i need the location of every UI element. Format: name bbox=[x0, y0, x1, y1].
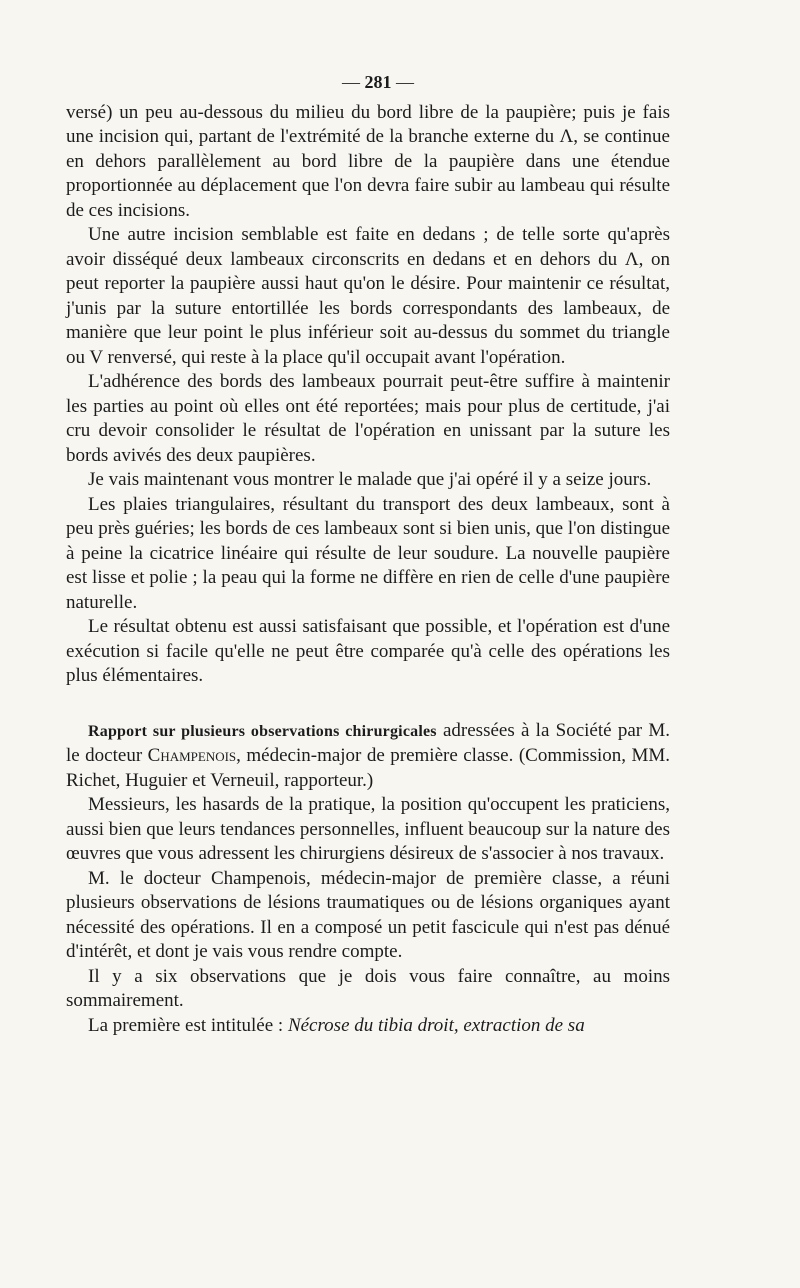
last-paragraph-lead: La première est intitulée : bbox=[88, 1014, 288, 1036]
page-number-value: 281 bbox=[364, 72, 392, 92]
last-paragraph-italic: Nécrose du tibia droit, extraction de sa bbox=[287, 1014, 585, 1036]
paragraph: Le résultat obtenu est aussi satisfaisant que possible, et l'opération est d'une exécution si facile qu'elle ne peut être comparée qu'à celle des opérations les plus élémentaires. bbox=[66, 616, 670, 686]
report-intro-b: , médecin-major de première classe. (Commission, MM. Richet, Huguier et Verneuil, rapporteur.) bbox=[66, 745, 670, 791]
report-title: Rapport sur plusieurs observations chirurgicales bbox=[88, 722, 437, 740]
report-author: Champenois bbox=[147, 745, 237, 766]
paragraph: Il y a six observations que je dois vous faire connaître, au moins sommairement. bbox=[66, 965, 670, 1011]
paragraph-last bbox=[66, 1014, 670, 1039]
paragraph: Je vais maintenant vous montrer le malade que j'ai opéré il y a seize jours. bbox=[88, 469, 652, 490]
paragraph: Une autre incision semblable est faite en dedans ; de telle sorte qu'après avoir disséqué deux lambeaux circonscrits en dedans et en dehors du Λ, on peut reporter la paupière aussi haut qu'on le désire. Pour maintenir ce résultat, j'unis par la suture entortillée les bords correspondants des lambeaux, de manière que leur point le plus inférieur soit au-dessus du sommet du triangle ou V renversé, qui reste à la place qu'il occupait avant l'opération. bbox=[66, 224, 670, 368]
paragraph: Messieurs, les hasards de la pratique, la position qu'occupent les praticiens, aussi bien que leurs tendances personnelles, influent beaucoup sur la nature des œuvres que vous adressent les chirurgiens désireux de s'associer à nos travaux. bbox=[66, 794, 670, 864]
paragraph: M. le docteur Champenois, médecin-major de première classe, a réuni plusieurs observations de lésions traumatiques ou de lésions organiques ayant nécessité des opérations. Il en a composé un petit fascicule qui n'est pas dénué d'intérêt, et dont je vais vous rendre compte. bbox=[66, 867, 670, 962]
section-gap bbox=[66, 689, 670, 719]
paragraph-continuation: versé) un peu au-dessous du milieu du bord libre de la paupière; puis je fais une incision qui, partant de l'extrémité de la branche externe du Λ, se continue en dehors parallèlement au bord libre de la paupière dans une étendue proportionnée au déplacement que l'on devra faire subir au lambeau qui résulte de ces incisions. bbox=[66, 101, 670, 221]
page-number-suffix: — bbox=[391, 72, 414, 92]
page-number-prefix: — bbox=[342, 72, 365, 92]
paragraph: L'adhérence des bords des lambeaux pourrait peut-être suffire à maintenir les parties au point où elles ont été reportées; mais pour plus de certitude, j'ai cru devoir consolider le résultat de l'opération en unissant par la suture les bords avivés des deux paupières. bbox=[66, 371, 670, 466]
paragraph: Les plaies triangulaires, résultant du transport des deux lambeaux, sont à peu près guéries; les bords de ces lambeaux sont si bien unis, que l'on distingue à peine la cicatrice linéaire qui résulte de leur soudure. La nouvelle paupière est lisse et polie ; la peau qui la forme ne diffère en rien de celle d'une paupière naturelle. bbox=[66, 493, 670, 613]
book-page bbox=[66, 70, 670, 1038]
report-heading-paragraph bbox=[66, 719, 670, 794]
page-number bbox=[86, 70, 670, 95]
report-intro-a: adressées à la Société par M. le docteur bbox=[66, 719, 671, 766]
